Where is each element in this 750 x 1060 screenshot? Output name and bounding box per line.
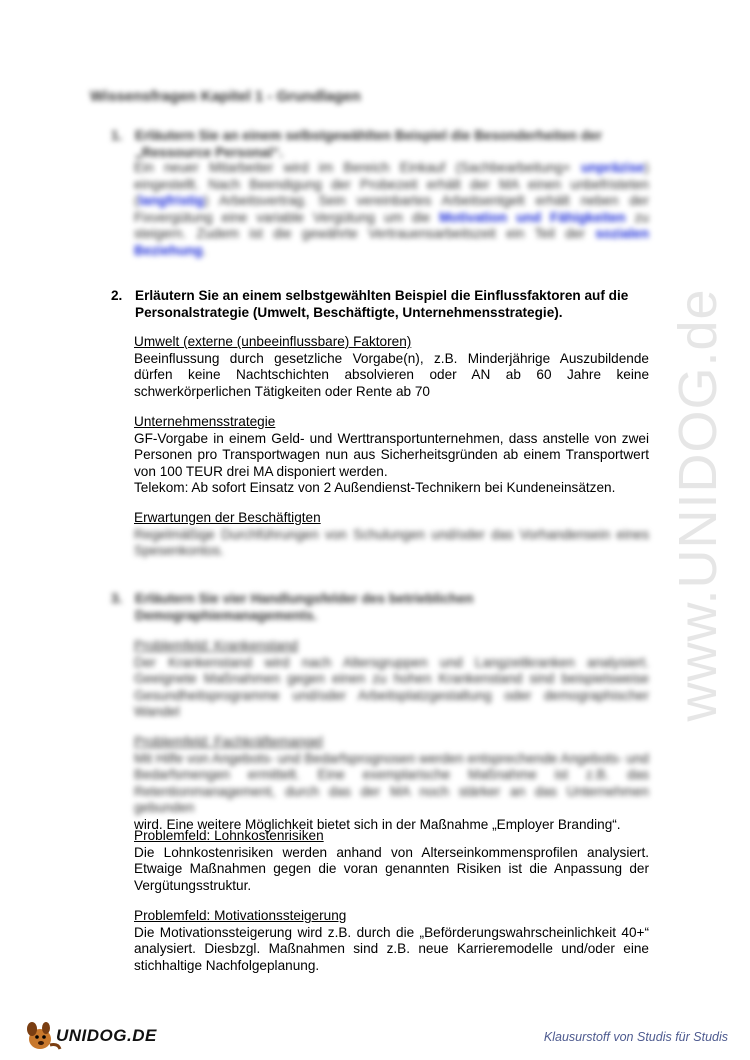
section-text: Der Krankenstand wird nach Altersgruppen und Langzeitkranken analysiert. Geeignete Maßnahmen gegen einen zu hohen Krankenstand sind beispielsweise Gesundheitsprogramme und/oder Arbeitsplatzgestaltung oder demographischer Wandel <box>134 654 649 720</box>
section-text: Die Lohnkostenrisiken werden anhand von Alterseinkommensprofilen analysiert. Etwaige Maßnahmen gegen die voran genannten Risiken ist die Anpassung der Vergütungsstruktur. <box>134 844 649 893</box>
section-text-clear: wird. Eine weitere Möglichkeit bietet sich in der Maßnahme „Employer Branding“. <box>134 816 621 832</box>
section-unternehmensstrategie <box>134 414 649 497</box>
section-umwelt <box>134 334 649 400</box>
watermark: www.UNIDOG.de <box>668 288 728 722</box>
section-heading: Erwartungen der Beschäftigten <box>134 510 321 525</box>
answer-1: Ein neuer Mitarbeiter wird im Bereich Einkauf (Sachbearbeitung+ unpräzise) eingestellt. Nach Beendigung der Probezeit erhält der MA einen unbefristeten (langfristig) Arbeitsvertrag. Sein vereinbartes Arbeitsentgelt erhält neben der Fixvergütung eine variable Vergütung um die Motivation und Fähigkeiten zu steigern. Zudem ist die gewährte Vertrauensarbeitszeit ein Teil der sozialen Beziehung. <box>134 160 649 258</box>
section-heading: Problemfeld: Krankenstand <box>134 638 298 653</box>
link-unpraezise[interactable]: unpräzise <box>581 160 645 175</box>
question-1: 1. Erläutern Sie an einem selbstgewählten Beispiel die Besonderheiten der „Ressource Personal“. <box>111 128 602 160</box>
section-heading: Umwelt (externe (unbeeinflussbare) Faktoren) <box>134 334 412 349</box>
section-heading: Problemfeld: Fachkräftemangel <box>134 734 323 749</box>
problem-motivationssteigerung <box>134 908 649 974</box>
question-2: 2. Erläutern Sie an einem selbstgewählten Beispiel die Einflussfaktoren auf die Personalstrategie (Umwelt, Beschäftigte, Unternehmensstrategie). <box>111 288 629 320</box>
link-motivation[interactable]: Motivation und Fähigkeiten <box>439 209 626 225</box>
link-langfristig[interactable]: langfristig <box>138 193 205 209</box>
problem-krankenstand <box>134 638 649 721</box>
section-heading: Problemfeld: Lohnkostenrisiken <box>134 828 324 843</box>
section-text: Die Motivationssteigerung wird z.B. durch die „Beförderungswahrscheinlichkeit 40+“ analysiert. Diesbzgl. Maßnahmen sind z.B. neue Karrieremodelle und/oder eine stichhaltige Nachfolgeplanung. <box>134 924 649 973</box>
section-erwartungen <box>134 510 649 560</box>
logo-text: UNIDOG.DE <box>56 1026 157 1045</box>
section-heading: Problemfeld: Motivationssteigerung <box>134 908 347 923</box>
section-heading: Unternehmensstrategie <box>134 414 276 429</box>
question-3: 3. Erläutern Sie vier Handlungsfelder des betrieblichen Demographiemanagements. <box>111 591 474 623</box>
footer-slogan: Klausurstoff von Studis für Studis <box>543 1030 728 1044</box>
problem-lohnkostenrisiken <box>134 828 649 894</box>
section-text-2: Telekom: Ab sofort Einsatz von 2 Außendienst-Technikern bei Kundeneinsätzen. <box>134 480 616 496</box>
page-title: Wissensfragen Kapitel 1 - Grundlagen <box>90 88 361 105</box>
section-text-blurred: Mit Hilfe von Angebots- und Bedarfsprognosen werden entsprechende Angebots- und Bedarfsmengen ermittelt. Eine exemplarische Maßnahme ist z.B. das Retentionmanagement, durch das der MA noch stärker an das Unternehmen gebunden <box>134 750 649 816</box>
section-text: Regelmäßige Durchführungen von Schulungen und/oder das Vorhandensein eines Spesenkontos. <box>134 526 649 559</box>
section-text: Beeinflussung durch gesetzliche Vorgabe(n), z.B. Minderjährige Auszubildende dürfen keine Nachtschichten absolvieren oder AN ab 60 Jahre keine schwerkörperlichen Tätigkeiten oder Rente ab 70 <box>134 350 649 399</box>
problem-fachkraeftemangel <box>134 734 649 834</box>
section-text: GF-Vorgabe in einem Geld- und Werttransportunternehmen, dass anstelle von zwei Personen pro Transportwagen nun aus Sicherheitsgründen ab einem Transportwert von 100 TEUR drei MA disponiert werden. <box>134 430 649 479</box>
link-soziale-beziehung[interactable]: sozialen Beziehung <box>134 226 649 258</box>
